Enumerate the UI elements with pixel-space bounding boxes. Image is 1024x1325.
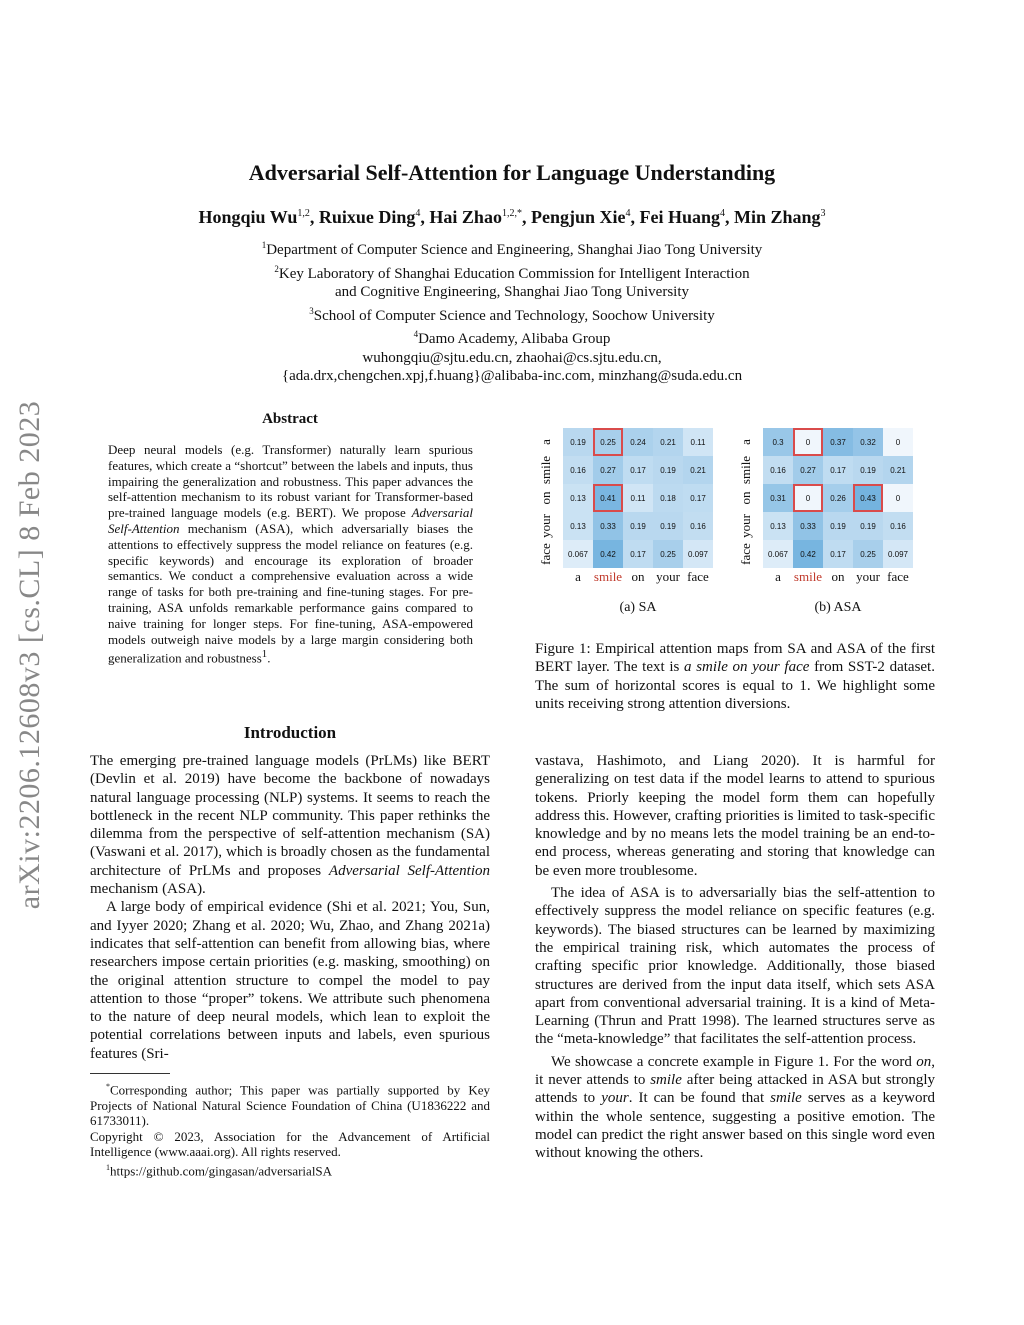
heatmap-cell: 0.21 [653, 428, 683, 456]
author-name: Hongqiu Wu [198, 207, 298, 227]
heatmap-cell: 0.17 [823, 456, 853, 484]
heatmap-x-tick: face [887, 569, 909, 584]
author-sup: 1,2 [297, 208, 310, 219]
heatmap-grid [563, 428, 713, 568]
author-sup: 4 [625, 208, 631, 219]
heatmap-cell: 0.19 [563, 428, 593, 456]
heatmap-cell: 0.3 [763, 428, 793, 456]
footnote-corresponding: *Corresponding author; This paper was partially supported by Key Projects of National Natural Science Foundation of China (U1836222 and 61733011). [90, 1082, 490, 1129]
heatmap-cell: 0.13 [563, 512, 593, 540]
heatmap-cell: 0 [883, 484, 913, 512]
heatmap-y-tick: face [538, 543, 553, 565]
heatmap-x-labels [763, 569, 913, 587]
heatmap-cell: 0.17 [823, 540, 853, 568]
author-name: Ruixue Ding [318, 207, 416, 227]
heatmap-cell: 0.41 [593, 484, 623, 512]
author-sup: 1,2,* [501, 208, 522, 219]
heatmap-grid [763, 428, 913, 568]
heatmap-cell: 0.37 [823, 428, 853, 456]
heatmap-cell: 0.13 [563, 484, 593, 512]
figure-1 [535, 420, 935, 620]
affiliations [0, 236, 1024, 386]
heatmap-x-tick: smile [593, 569, 623, 584]
heatmap-cell: 0.33 [593, 512, 623, 540]
abstract-heading: Abstract [262, 411, 318, 427]
heatmap-x-tick: on [831, 569, 845, 584]
right-paragraph-1: vastava, Hashimoto, and Liang 2020). It is harmful for generalizing on test data if the model learns to attend to spurious tokens. Priorly keeping the model form them can hopefully address this. However, crafting priorities is limited to task-specific knowledge and by no means lets the model training be an end-to-end process, whereas generating and storing that knowledge can be even more troublesome. [535, 753, 935, 879]
heatmap-y-labels [535, 428, 557, 588]
author-sup: 4 [719, 208, 725, 219]
heatmap-cell: 0.16 [683, 512, 713, 540]
subfigure-label: (a) SA [619, 600, 657, 615]
right-paragraph-3: We showcase a concrete example in Figure 1. For the word on, it never attends to smile after being attacked in ASA but strongly attends to your. It can be found that smile serves as a keyword within the whole sentence, suggesting a positive emotion. The model can predict the right answer based on this single word even without knowing the others. [535, 1053, 936, 1162]
heatmap-cell: 0.11 [683, 428, 713, 456]
figure-caption: Figure 1: Empirical attention maps from SA and ASA of the first BERT layer. The text is a smile on your face from SST-2 dataset. The sum of horizontal scores is equal to 1. We highlight some units receiving strong attention diversions. [535, 641, 935, 712]
heatmap-cell: 0.27 [793, 456, 823, 484]
footnote-link: $^1$https://github.com/gingasan/adversarialSA [106, 1162, 333, 1179]
author-name: Pengjun Xie [530, 207, 626, 227]
heatmap-x-tick: a [575, 569, 581, 584]
heatmap-y-tick: on [538, 491, 553, 505]
heatmap-cell: 0.17 [623, 456, 653, 484]
heatmap-cell: 0.17 [623, 540, 653, 568]
author-sup: 4 [415, 208, 421, 219]
intro-paragraph-1: The emerging pre-trained language models (PrLMs) like BERT (Devlin et al. 2019) have become the backbone of nowadays natural language processing (NLP) systems. It seems to reach the bottleneck in the recent NLP community. This paper rethinks the dilemma from the perspective of self-attention mechanism (SA) (Vaswani et al. 2017), which is broadly chosen as the fundamental architecture of PrLMs and proposes Adversarial Self-Attention mechanism (ASA). [90, 753, 491, 898]
heatmap-x-tick: face [687, 569, 709, 584]
subfigure-label: (b) ASA [814, 600, 862, 615]
heatmap-cell: 0.18 [653, 484, 683, 512]
heatmap-cell: 0 [793, 428, 823, 456]
arxiv-identifier [10, 370, 50, 940]
heatmap-cell: 0.33 [793, 512, 823, 540]
heatmap-cell: 0.097 [683, 540, 713, 568]
heatmap-cell: 0.19 [653, 512, 683, 540]
right-column-body [535, 752, 935, 1163]
heatmap-cell: 0.27 [593, 456, 623, 484]
footnotes [90, 1079, 490, 1179]
affiliation-1: $^1$Department of Computer Science and Engineering, Shanghai Jiao Tong University [261, 240, 763, 258]
footnote-divider [90, 1073, 170, 1074]
heatmap-y-tick: a [538, 439, 553, 445]
heatmap-cell: 0.067 [563, 540, 593, 568]
heatmap-y-tick: your [738, 514, 753, 538]
heatmap-cell: 0.25 [653, 540, 683, 568]
heatmap-y-tick: face [738, 543, 753, 565]
right-paragraph-2: The idea of ASA is to adversarially bias the self-attention to effectively suppress the model reliance on specific features (e.g. keywords). The biased structures can be learned by maximizing the empirical training risk, which automates the process of crafting specific prior knowledge. Additionally, those biased structures are derived from the input data itself, which sets ASA apart from conventional adversarial training. It is a kind of Meta-Learning (Thrun and Pratt 1998). The learned structures serve as the “meta-knowledge” that facilitates the self-attention process. [535, 885, 935, 1048]
introduction-heading: Introduction [243, 723, 337, 742]
heatmap-cell: 0.097 [883, 540, 913, 568]
heatmap-cell: 0.25 [593, 428, 623, 456]
intro-paragraph-2: A large body of empirical evidence (Shi et al. 2021; You, Sun, and Iyyer 2020; Zhang et al. 2020; Wu, Zhao, and Zhang 2021a) indicates that self-attention can benefit from allowing bias, where researchers impose certain priorities (e.g. masking, smoothing) on the original attention structure to compel the model to pay attention to those “proper” tokens. We attribute such phenomena to the nature of deep neural models, which lean to exploit the potential correlations between inputs and labels, even spurious features (Sri- [90, 899, 490, 1062]
heatmap-x-labels [563, 569, 713, 587]
author-list: Hongqiu Wu$^{1,2}$, Ruixue Ding$^4$, Hai Zhao$^{1,2,*}$, Pengjun Xie$^4$, Fei Huang$^4$, Min Zhang$^3$ [198, 207, 826, 227]
heatmap-cell: 0.19 [853, 512, 883, 540]
affiliation-4: $^4$Damo Academy, Alibaba Group [413, 329, 611, 347]
abstract-body: Deep neural models (e.g. Transformer) naturally learn spurious features, which create a “shortcut” between the labels and inputs, thus impairing the generalization and robustness. This paper advances the self-attention mechanism to its robust variant for Transformer-based pre-trained language models (e.g. BERT). We propose Adversarial Self-Attention mechanism (ASA), which adversarially biases the attentions to effectively suppress the model reliance on features (e.g. specific keywords) and encourage its exploration of broader semantics. We conduct a comprehensive evaluation across a wide range of tasks for both pre-training and fine-tuning stages. For pre-training, ASA unfolds remarkable performance gains compared to naive training for longer steps. For fine-tuning, ASA-empowered models outweigh naive models by a large margin considering both generalization and robustness$^1$. [108, 442, 473, 666]
heatmap-x-tick: smile [793, 569, 823, 584]
heatmap-cell: 0.067 [763, 540, 793, 568]
paper-title: Adversarial Self-Attention for Language Understanding [248, 160, 776, 185]
heatmap-cell: 0.16 [763, 456, 793, 484]
heatmap-sa [535, 420, 720, 620]
email-line-2: {ada.drx,chengchen.xpj,f.huang}@alibaba-inc.com, minzhang@suda.edu.cn [281, 368, 743, 384]
heatmap-cell: 0.16 [883, 512, 913, 540]
heatmap-y-tick: on [738, 491, 753, 505]
heatmap-cell: 0.42 [793, 540, 823, 568]
heatmap-cell: 0.31 [763, 484, 793, 512]
author-name: Fei Huang [639, 207, 720, 227]
author-name: Min Zhang [733, 207, 821, 227]
heatmap-y-labels [735, 428, 757, 588]
heatmap-cell: 0.21 [883, 456, 913, 484]
heatmap-y-tick: your [538, 514, 553, 538]
email-line-1: wuhongqiu@sjtu.edu.cn, zhaohai@cs.sjtu.edu.cn, [362, 349, 662, 366]
heatmap-x-tick: a [775, 569, 781, 584]
heatmap-cell: 0.25 [853, 540, 883, 568]
heatmap-cell: 0.32 [853, 428, 883, 456]
heatmap-y-tick: smile [738, 455, 753, 485]
heatmap-y-tick: smile [538, 455, 553, 485]
heatmap-y-tick: a [738, 439, 753, 445]
heatmap-cell: 0.19 [853, 456, 883, 484]
affiliation-3: $^3$School of Computer Science and Technology, Soochow University [309, 305, 715, 324]
heatmap-cell: 0.19 [653, 456, 683, 484]
heatmap-cell: 0.16 [563, 456, 593, 484]
author-name: Hai Zhao [429, 207, 502, 227]
author-sup: 3 [820, 208, 826, 219]
heatmap-cell: 0.43 [853, 484, 883, 512]
heatmap-x-tick: your [856, 569, 880, 584]
affiliation-2: $^2$Key Laboratory of Shanghai Education Commission for Intelligent Interaction [274, 263, 750, 282]
heatmap-x-tick: your [656, 569, 680, 584]
heatmap-cell: 0 [793, 484, 823, 512]
heatmap-cell: 0.19 [623, 512, 653, 540]
arxiv-identifier-text: arXiv:2206.12608v3 [cs.CL] 8 Feb 2023 [13, 400, 47, 910]
heatmap-cell: 0.24 [623, 428, 653, 456]
heatmap-asa [735, 420, 920, 620]
introduction-body [90, 752, 490, 1063]
heatmap-cell: 0 [883, 428, 913, 456]
heatmap-cell: 0.19 [823, 512, 853, 540]
heatmap-cell: 0.26 [823, 484, 853, 512]
heatmap-cell: 0.42 [593, 540, 623, 568]
heatmap-cell: 0.21 [683, 456, 713, 484]
copyright-notice: Copyright © 2023, Association for the Advancement of Artificial Intelligence (www.aaai.org). All rights reserved. [90, 1128, 490, 1160]
heatmap-cell: 0.17 [683, 484, 713, 512]
heatmap-cell: 0.11 [623, 484, 653, 512]
heatmap-cell: 0.13 [763, 512, 793, 540]
heatmap-x-tick: on [631, 569, 645, 584]
affiliation-2-cont: and Cognitive Engineering, Shanghai Jiao Tong University [334, 284, 690, 300]
